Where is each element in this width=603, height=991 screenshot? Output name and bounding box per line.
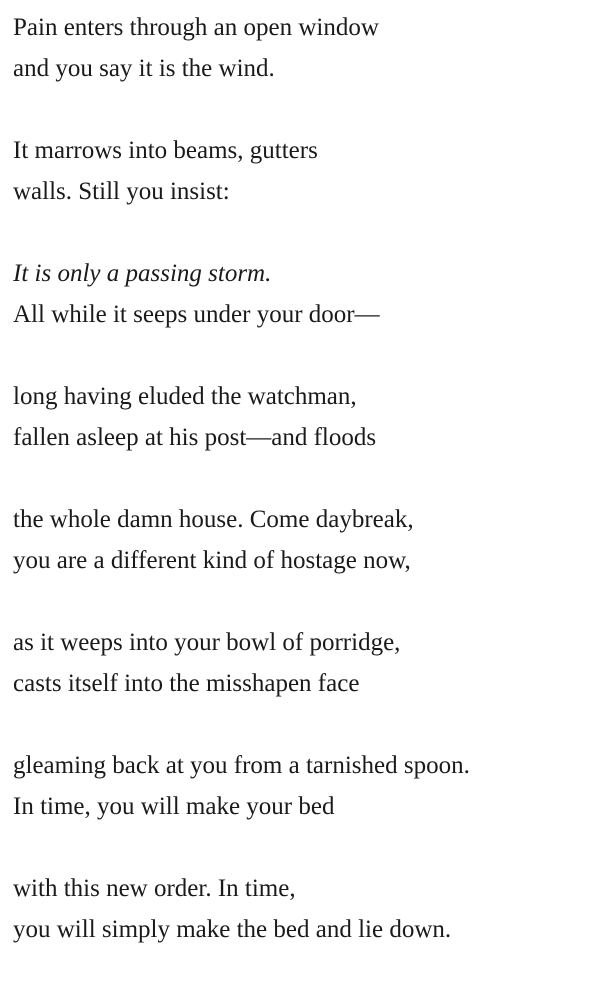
poem-line: you are a different kind of hostage now, bbox=[13, 547, 411, 574]
poem-body bbox=[13, 0, 598, 991]
poem-line: In time, you will make your bed bbox=[13, 793, 335, 820]
poem-line: fallen asleep at his post—and floods bbox=[13, 424, 377, 451]
poem-line: long having eluded the watchman, bbox=[13, 383, 357, 410]
poem-line: All while it seeps under your door— bbox=[13, 301, 380, 328]
poem-line: the whole damn house. Come daybreak, bbox=[13, 506, 414, 533]
stanza-1 bbox=[13, 7, 598, 89]
stanza-3 bbox=[13, 253, 598, 335]
poem-line: walls. Still you insist: bbox=[13, 178, 230, 205]
poem-line: gleaming back at you from a tarnished spoon. bbox=[13, 752, 470, 779]
stanza-7 bbox=[13, 745, 598, 827]
poem-line: as it weeps into your bowl of porridge, bbox=[13, 629, 401, 656]
stanza-4 bbox=[13, 376, 598, 458]
poem-line: you will simply make the bed and lie down. bbox=[13, 916, 452, 943]
poem-line: and you say it is the wind. bbox=[13, 55, 275, 82]
poem-line: casts itself into the misshapen face bbox=[13, 670, 360, 697]
stanza-2 bbox=[13, 130, 598, 212]
poem-line-italic: It is only a passing storm. bbox=[13, 260, 272, 287]
stanza-5 bbox=[13, 499, 598, 581]
poem-line: with this new order. In time, bbox=[13, 875, 296, 902]
poem-line: Pain enters through an open window bbox=[13, 14, 379, 41]
poem-line: It marrows into beams, gutters bbox=[13, 137, 318, 164]
stanza-8 bbox=[13, 868, 598, 950]
stanza-6 bbox=[13, 622, 598, 704]
